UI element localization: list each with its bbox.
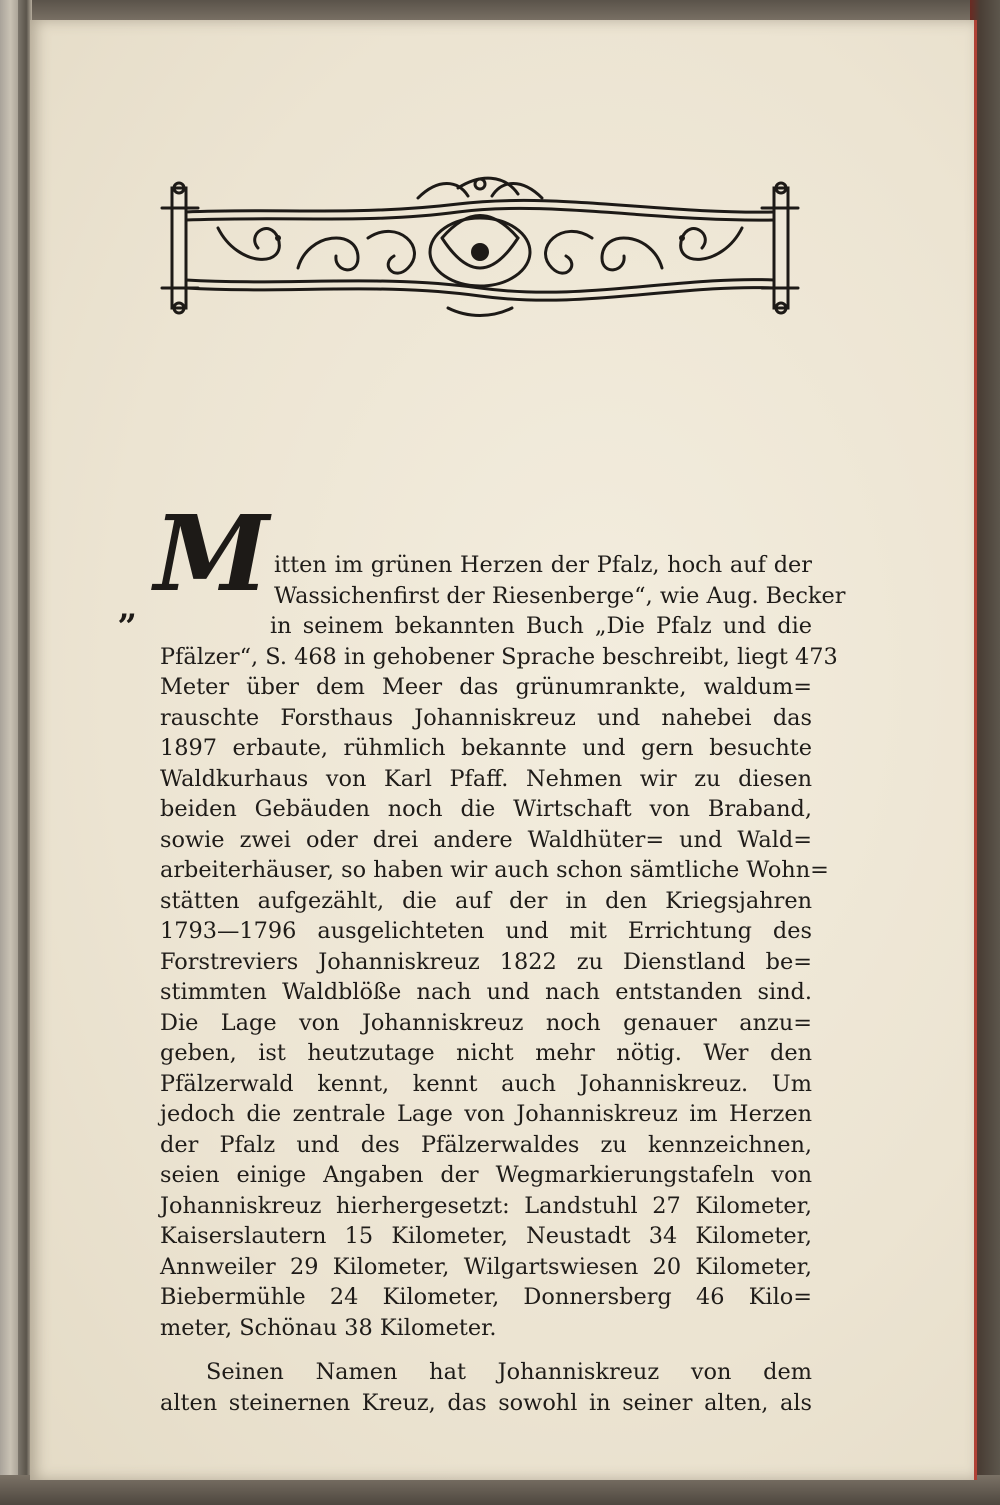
text-line: Die Lage von Johanniskreuz noch genauer anzu= xyxy=(160,1009,812,1036)
ornamental-headpiece xyxy=(158,168,802,328)
opening-quote: „ xyxy=(118,588,138,628)
text-line: Johanniskreuz hierhergesetzt: Landstuhl 27 Kilometer, xyxy=(160,1192,812,1219)
text-line: geben, ist heutzutage nicht mehr nötig. Wer den xyxy=(160,1040,812,1066)
text-line: 1897 erbaute, rühmlich bekannte und gern besuchte xyxy=(160,735,812,761)
text-line: Biebermühle 24 Kilometer, Donnersberg 46 Kilo= xyxy=(160,1284,812,1310)
text-line: beiden Gebäuden noch die Wirtschaft von Braband, xyxy=(160,796,812,822)
text-line: stimmten Waldblöße nach und nach entstanden sind. xyxy=(160,979,812,1005)
text-line: stätten aufgezählt, die auf der in den Kriegsjahren xyxy=(160,887,812,914)
text-line: Pfälzer“, S. 468 in gehobener Sprache beschreibt, liegt 473 xyxy=(160,643,838,670)
text-line: Wassichenfirst der Riesenberge“, wie Aug. Becker xyxy=(274,582,846,609)
dropcap-letter: M xyxy=(154,492,270,615)
text-line: arbeiterhäuser, so haben wir auch schon sämtliche Wohn= xyxy=(160,857,829,883)
text-line: Pfälzerwald kennt, kennt auch Johanniskreuz. Um xyxy=(160,1070,812,1097)
text-line: meter, Schönau 38 Kilometer. xyxy=(160,1314,497,1341)
text-line: Forstreviers Johanniskreuz 1822 zu Dienstland be= xyxy=(160,948,812,975)
text-line: itten im grünen Herzen der Pfalz, hoch auf der xyxy=(274,552,812,578)
text-line: der Pfalz und des Pfälzerwaldes zu kennzeichnen, xyxy=(160,1131,812,1158)
text-line: alten steinernen Kreuz, das sowohl in seiner alten, als xyxy=(160,1389,812,1416)
text-line: rauschte Forsthaus Johanniskreuz und nahebei das xyxy=(160,704,812,731)
text-line: jedoch die zentrale Lage von Johanniskreuz im Herzen xyxy=(160,1101,812,1127)
text-line: Waldkurhaus von Karl Pfaff. Nehmen wir zu diesen xyxy=(160,765,812,792)
text-line: sowie zwei oder drei andere Waldhüter= und Wald= xyxy=(160,826,812,853)
text-line: Annweiler 29 Kilometer, Wilgartswiesen 20 Kilometer, xyxy=(160,1253,812,1280)
text-line: 1793—1796 ausgelichteten und mit Errichtung des xyxy=(160,918,812,944)
text-line: Meter über dem Meer das grünumrankte, waldum= xyxy=(160,674,812,700)
text-line: in seinem bekannten Buch „Die Pfalz und die xyxy=(270,613,812,639)
cover-top-edge xyxy=(0,0,1000,22)
text-line: Seinen Namen hat Johanniskreuz von dem xyxy=(206,1359,812,1385)
book-page xyxy=(30,20,977,1480)
text-line: seien einige Angaben der Wegmarkierungstafeln von xyxy=(160,1162,812,1188)
body-text xyxy=(160,550,846,1418)
text-line: Kaiserslautern 15 Kilometer, Neustadt 34 Kilometer, xyxy=(160,1223,812,1249)
